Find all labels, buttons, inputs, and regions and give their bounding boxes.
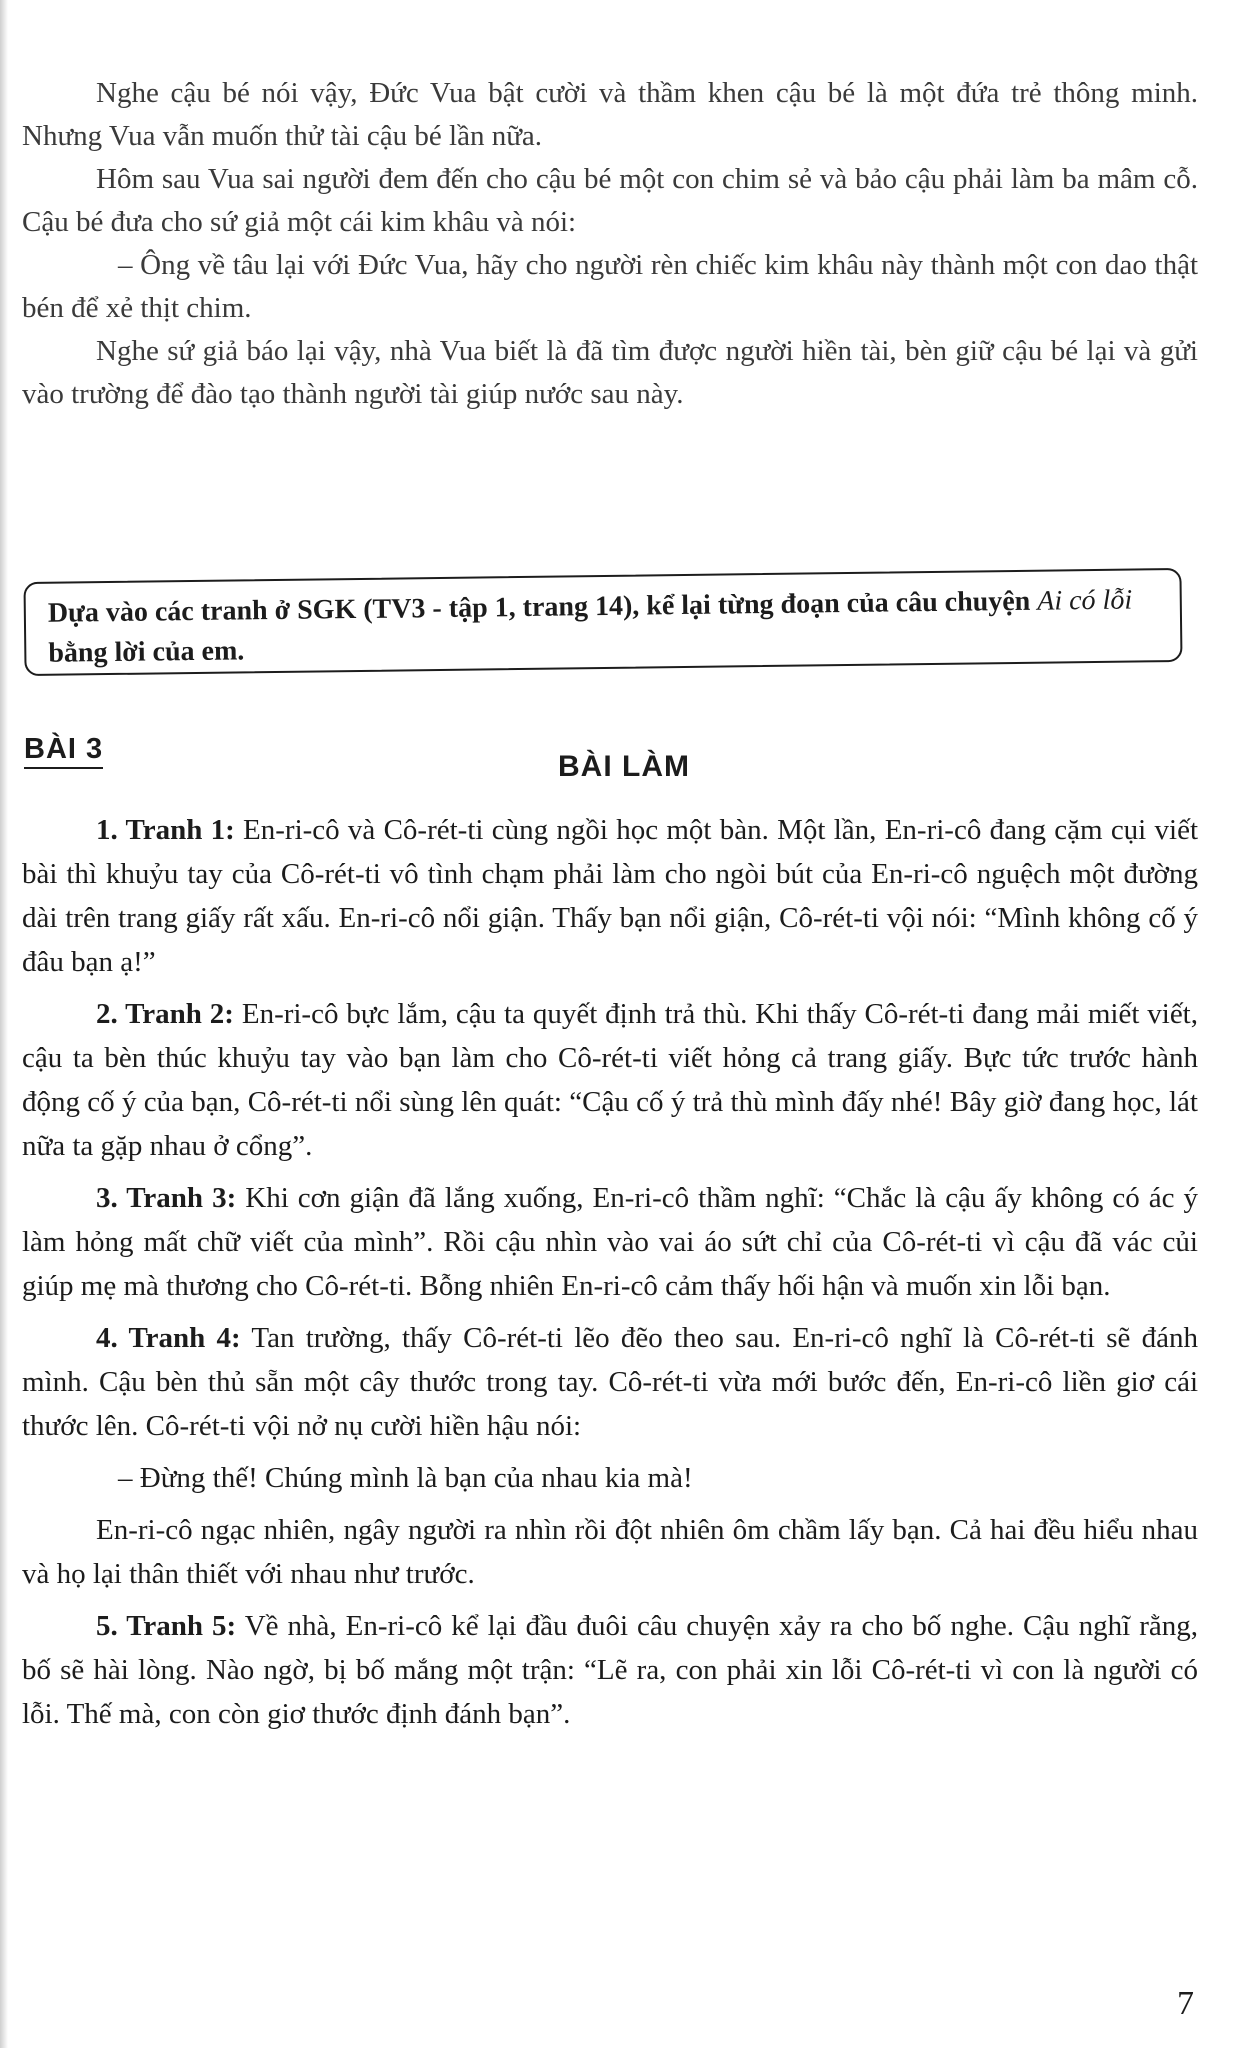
answer-text: Khi cơn giận đã lắng xuống, En-ri-cô thầm nghĩ: “Chắc là cậu ấy không có ác ý làm hỏng mất chữ viết của mình”. Rồi cậu nhìn vào vai áo sứt chỉ của Cô-rét-ti vì cậu đã vác củi giúp mẹ mà thương cho Cô-rét-ti. Bỗng nhiên En-ri-cô cảm thấy hối hận và muốn xin lỗi bạn. bbox=[22, 1182, 1198, 1302]
story-paragraph: Nghe sứ giả báo lại vậy, nhà Vua biết là đã tìm được người hiền tài, bèn giữ cậu bé lại và gửi vào trường để đào tạo thành người tài giúp nước sau này. bbox=[22, 335, 1198, 410]
answer-paragraph-3 bbox=[22, 1176, 1198, 1308]
answer-paragraph-plain: En-ri-cô ngạc nhiên, ngây người ra nhìn rồi đột nhiên ôm chầm lấy bạn. Cả hai đều hiểu nhau và họ lại thân thiết với nhau như trước. bbox=[22, 1514, 1198, 1590]
answer-text: Tan trường, thấy Cô-rét-ti lẽo đẽo theo sau. En-ri-cô nghĩ là Cô-rét-ti sẽ đánh mình. Cậu bèn thủ sẵn một cây thước trong tay. Cô-rét-ti vừa mới bước đến, En-ri-cô liền giơ cái thước lên. Cô-rét-ti vội nở nụ cười hiền hậu nói: bbox=[22, 1322, 1199, 1442]
task-text-before: Dựa vào các tranh ở SGK (TV3 - tập 1, trang 14), kể lại từng đoạn của câu chuyện bbox=[47, 585, 1038, 629]
lesson-label: BÀI 3 bbox=[24, 733, 103, 769]
answer-paragraph-5 bbox=[22, 1604, 1198, 1736]
task-prompt-box bbox=[23, 568, 1182, 676]
story-excerpt bbox=[22, 72, 1198, 416]
answer-text: En-ri-cô bực lắm, cậu ta quyết định trả thù. Khi thấy Cô-rét-ti đang mải miết viết, cậu ta bèn thúc khuỷu tay vào bạn làm cho Cô-rét-ti viết hỏng cả trang giấy. Bực tức trước hành động cố ý của bạn, Cô-rét-ti nổi sùng lên quát: “Cậu cố ý trả thù mình đấy nhé! Bây giờ đang học, lát nữa ta gặp nhau ở cổng”. bbox=[22, 998, 1198, 1162]
story-dialogue: – Ông về tâu lại với Đức Vua, hãy cho người rèn chiếc kim khâu này thành một con dao thật bén để xẻ thịt chim. bbox=[22, 249, 1198, 324]
answer-paragraph-4 bbox=[22, 1316, 1198, 1448]
answer-paragraph-2 bbox=[22, 992, 1198, 1168]
answer-heading: BÀI LÀM bbox=[558, 750, 690, 783]
task-prompt-text bbox=[48, 580, 1159, 674]
answer-dialogue: – Đừng thế! Chúng mình là bạn của nhau kia mà! bbox=[118, 1462, 693, 1494]
page-number: 7 bbox=[1177, 1985, 1194, 2022]
page-binding-edge bbox=[0, 0, 8, 2048]
answer-paragraph-1 bbox=[22, 808, 1198, 984]
answer-label: 4. Tranh 4: bbox=[96, 1322, 241, 1354]
answer-label: 5. Tranh 5: bbox=[96, 1610, 237, 1642]
story-paragraph: Hôm sau Vua sai người đem đến cho cậu bé một con chim sẻ và bảo cậu phải làm ba mâm cỗ. Cậu bé đưa cho sứ giả một cái kim khâu và nói: bbox=[22, 163, 1198, 238]
answer-text: Về nhà, En-ri-cô kể lại đầu đuôi câu chuyện xảy ra cho bố nghe. Cậu nghĩ rằng, bố sẽ hài lòng. Nào ngờ, bị bố mắng một trận: “Lẽ ra, con phải xin lỗi Cô-rét-ti vì con là người có lỗi. Thế mà, con còn giơ thước định đánh bạn”. bbox=[22, 1610, 1199, 1730]
answer-label: 1. Tranh 1: bbox=[96, 814, 235, 846]
answer-label: 3. Tranh 3: bbox=[96, 1182, 237, 1214]
answer-body bbox=[22, 808, 1198, 1744]
answer-text: En-ri-cô và Cô-rét-ti cùng ngồi học một bàn. Một lần, En-ri-cô đang cặm cụi viết bài thì khuỷu tay của Cô-rét-ti vô tình chạm phải làm cho ngòi bút của En-ri-cô nguệch một đường dài trên trang giấy rất xấu. En-ri-cô nổi giận. Thấy bạn nổi giận, Cô-rét-ti vội nói: “Mình không cố ý đâu bạn ạ!” bbox=[22, 814, 1199, 978]
answer-label: 2. Tranh 2: bbox=[96, 998, 234, 1030]
story-paragraph: Nghe cậu bé nói vậy, Đức Vua bật cười và thầm khen cậu bé là một đứa trẻ thông minh. Nhưng Vua vẫn muốn thử tài cậu bé lần nữa. bbox=[22, 77, 1198, 152]
task-text-after: bằng lời của em. bbox=[48, 635, 245, 669]
story-title: Ai có lỗi bbox=[1037, 584, 1133, 617]
